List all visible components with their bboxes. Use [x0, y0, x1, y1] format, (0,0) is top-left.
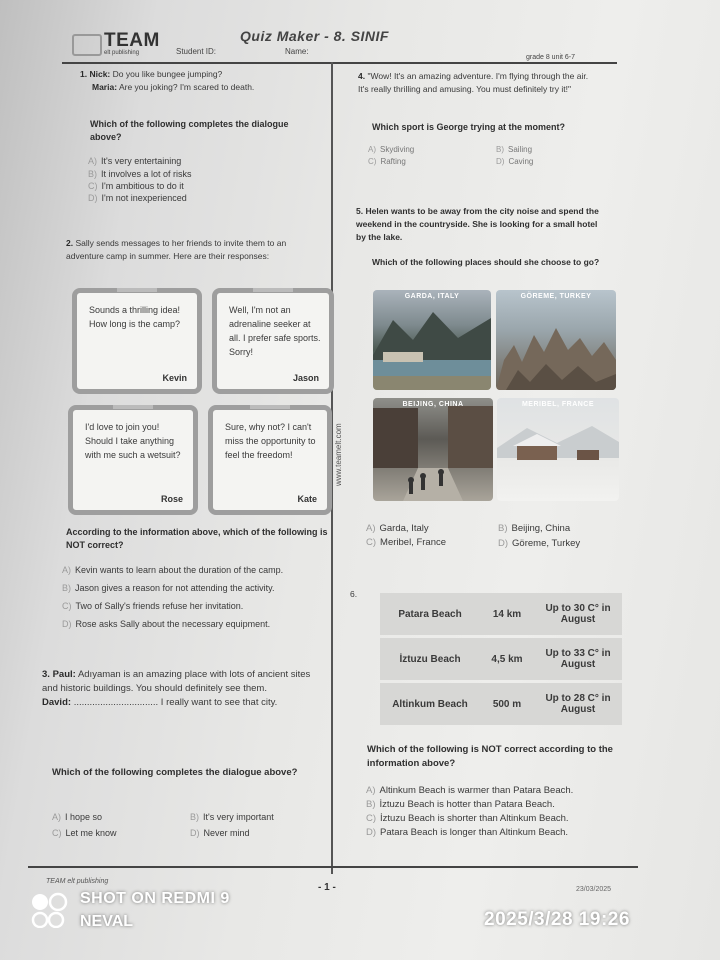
beach-temperature-cell: Up to 33 C° in August	[534, 638, 622, 680]
card-jason-name: Jason	[292, 373, 319, 383]
q1-number: 1.	[80, 69, 88, 79]
q3-option-a[interactable]: A) I hope so	[52, 812, 103, 822]
message-card-kevin	[72, 288, 202, 394]
q2-option-d[interactable]: D) Rose asks Sally about the necessary equipment.	[62, 619, 271, 629]
q6-number: 6.	[350, 589, 358, 599]
q6-option-b[interactable]: B) İztuzu Beach is hotter than Patara Beach.	[366, 799, 555, 810]
beach-table	[380, 590, 622, 728]
camera-user-label: NEVAL	[80, 913, 134, 930]
beach-name-cell: İztuzu Beach	[380, 638, 480, 680]
q3-number: 3.	[42, 669, 50, 680]
q2-options	[62, 561, 283, 633]
q4-options	[368, 144, 608, 172]
q2-intro-text: Sally sends messages to her friends to invite them to an adventure camp in summer. Here are their responses:	[66, 238, 287, 261]
q2-option-b[interactable]: B) Jason gives a reason for not attending the activity.	[62, 583, 275, 593]
beach-name-cell: Patara Beach	[380, 593, 480, 635]
photo-meribel-label: MERIBEL, FRANCE	[521, 401, 595, 408]
mountain-lake-image	[373, 290, 491, 390]
logo-subtext: elt publishing	[104, 50, 140, 56]
beach-name-cell: Altinkum Beach	[380, 683, 480, 725]
message-card-jason	[212, 288, 334, 394]
q4-option-c[interactable]: C) Rafting	[368, 157, 406, 166]
q2-option-c[interactable]: C) Two of Sally's friends refuse her invitation.	[62, 601, 244, 611]
card-jason-text: Well, I'm not an adrenaline seeker at all. I prefer safe sports. Sorry!	[229, 305, 321, 357]
message-card-rose	[68, 405, 198, 515]
q6-option-c[interactable]: C) İztuzu Beach is shorter than Altinkum Beach.	[366, 813, 569, 824]
q5-options	[366, 522, 616, 552]
card-kevin-name: Kevin	[162, 373, 187, 383]
card-rose-text: I'd love to join you! Should I take anything with me such a wetsuit?	[85, 422, 181, 460]
q4-quote	[358, 70, 598, 96]
team-logo	[72, 30, 172, 60]
rock-chimneys-image	[496, 290, 616, 390]
q1-line2: Are you joking? I'm scared to death.	[118, 82, 255, 92]
photo-beijing-label: BEIJING, CHINA	[402, 401, 464, 408]
q5-option-c[interactable]: C) Meribel, France	[366, 537, 447, 548]
photo-garda	[373, 290, 491, 390]
q6-options	[366, 784, 573, 840]
q5-option-d[interactable]: D) Göreme, Turkey	[498, 538, 581, 549]
busy-street-image	[373, 398, 493, 501]
q5-intro-text: Helen wants to be away from the city noise and spend the weekend in the countryside. She is looking for a small hotel by the lake.	[356, 206, 599, 242]
q1-speaker2: Maria:	[92, 82, 118, 92]
q1-prompt: Which of the following completes the dialogue above?	[90, 119, 289, 142]
q3-line1: Adıyaman is an amazing place with lots of ancient sites and historic buildings. You should definitely see them.	[42, 669, 311, 694]
q3-blank: ...............................	[73, 697, 156, 708]
q1-line1: Do you like bungee jumping?	[112, 69, 223, 79]
beach-temperature-cell: Up to 30 C° in August	[534, 593, 622, 635]
beach-distance-cell: 14 km	[480, 593, 534, 635]
footer-divider	[28, 866, 638, 868]
q5-prompt: Which of the following places should she choose to go?	[372, 257, 600, 267]
photo-goreme	[496, 290, 616, 390]
q1-option-d[interactable]: D) I'm not inexperienced	[88, 193, 187, 203]
q6-prompt: Which of the following is NOT correct according to the information above?	[367, 744, 613, 769]
q1-options	[88, 154, 192, 204]
photo-garda-label: GARDA, ITALY	[404, 293, 460, 300]
grade-label: grade 8 unit 6-7	[526, 54, 576, 61]
beach-distance-cell: 4,5 km	[480, 638, 534, 680]
photo-timestamp: 2025/3/28 19:26	[484, 909, 630, 930]
beach-distance-cell: 500 m	[480, 683, 534, 725]
q5-intro	[356, 205, 606, 244]
table-row	[380, 638, 622, 680]
q4-option-d[interactable]: D) Caving	[496, 157, 534, 166]
q4-option-b[interactable]: B) Sailing	[496, 145, 533, 154]
table-row	[380, 593, 622, 635]
student-id-label: Student ID:	[176, 47, 217, 56]
snowy-village-image	[497, 398, 619, 501]
q5-number: 5.	[356, 206, 364, 216]
card-kate-text: Sure, why not? I can't miss the opportunity to feel the freedom!	[225, 422, 316, 460]
camera-lens-icon	[30, 892, 70, 928]
q2-intro	[66, 237, 316, 263]
card-rose-name: Rose	[160, 494, 183, 504]
page-number: - 1 -	[318, 882, 336, 893]
q1-speaker1: Nick:	[89, 69, 111, 79]
q3-option-c[interactable]: C) Let me know	[52, 828, 117, 838]
q5-option-a[interactable]: A) Garda, Italy	[366, 523, 429, 534]
q3-dialogue	[42, 668, 312, 710]
card-kate-name: Kate	[297, 494, 317, 504]
q4-quote-text: "Wow! It's an amazing adventure. I'm flying through the air. It's really thrilling and amusing. You must definitely try it!"	[358, 71, 589, 94]
page-title: Quiz Maker - 8. SINIF	[240, 28, 389, 44]
q3-option-b[interactable]: B) It's very important	[190, 812, 274, 822]
q3-prompt: Which of the following completes the dialogue above?	[52, 767, 298, 778]
q6-option-d[interactable]: D) Patara Beach is longer than Altinkum Beach.	[366, 827, 569, 838]
q3-line2: . I really want to see that city.	[155, 697, 278, 708]
message-card-kate	[208, 405, 332, 515]
camera-device-label: SHOT ON REDMI 9	[80, 890, 230, 907]
card-kevin-text: Sounds a thrilling idea! How long is the camp?	[89, 305, 181, 329]
photo-goreme-label: GÖREME, TURKEY	[520, 293, 592, 300]
table-row	[380, 683, 622, 725]
q1-option-c[interactable]: C) I'm ambitious to do it	[88, 181, 184, 191]
beach-temperature-cell: Up to 28 C° in August	[534, 683, 622, 725]
q2-prompt: According to the information above, which of the following is NOT correct?	[66, 527, 328, 550]
logo-mark-icon	[72, 34, 102, 56]
q3-option-d[interactable]: D) Never mind	[190, 828, 250, 838]
logo-text: TEAM	[104, 30, 160, 51]
footer-date: 23/03/2025	[576, 886, 612, 893]
q1-option-b[interactable]: B) It involves a lot of risks	[88, 169, 192, 179]
q3-speaker1: Paul:	[52, 669, 76, 680]
photo-meribel	[497, 398, 619, 501]
q5-option-b[interactable]: B) Beijing, China	[498, 523, 571, 534]
q3-options	[52, 810, 322, 842]
q2-number: 2.	[66, 238, 74, 248]
name-label: Name:	[285, 47, 309, 56]
q1-option-a[interactable]: A) It's very entertaining	[88, 156, 182, 166]
q4-option-a[interactable]: A) Skydiving	[368, 145, 415, 154]
header-divider	[62, 62, 617, 64]
q4-number: 4.	[358, 71, 366, 81]
watermark-url: www.teamelt.com	[334, 423, 343, 486]
photo-beijing	[373, 398, 493, 501]
q6-option-a[interactable]: A) Altinkum Beach is warmer than Patara Beach.	[366, 785, 574, 796]
footer-publisher: TEAM elt publishing	[46, 878, 109, 885]
q2-option-a[interactable]: A) Kevin wants to learn about the duration of the camp.	[62, 565, 284, 575]
q4-prompt: Which sport is George trying at the moment?	[372, 122, 566, 132]
q1-dialogue	[80, 68, 320, 94]
q3-speaker2: David:	[42, 697, 72, 708]
